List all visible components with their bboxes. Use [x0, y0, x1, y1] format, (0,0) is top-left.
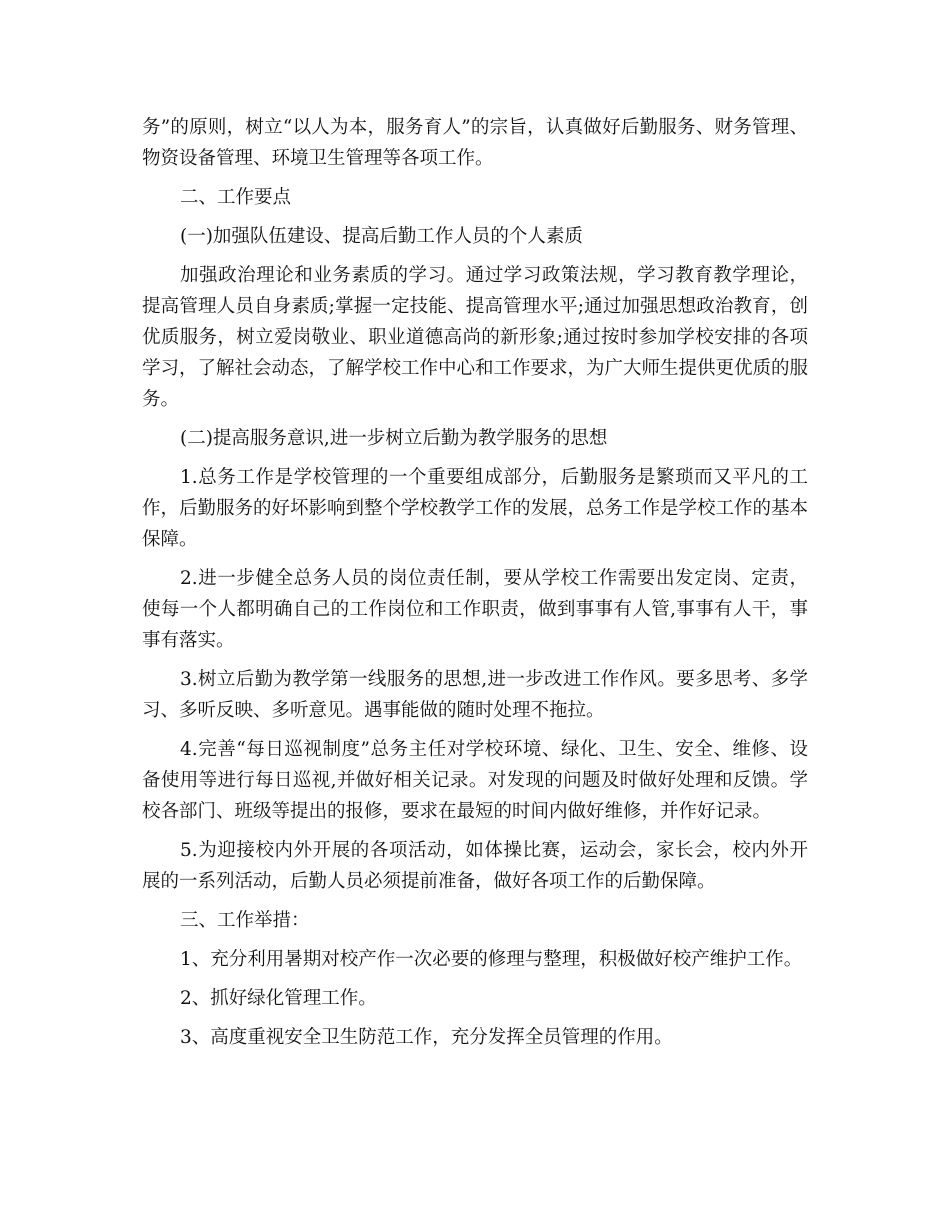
- list-item-5: 5.为迎接校内外开展的各项活动，如体操比赛，运动会，家长会，校内外开展的一系列活动，后勤人员必须提前准备，做好各项工作的后勤保障。: [142, 840, 808, 892]
- subheading-service-awareness: (二)提高服务意识,进一步树立后勤为教学服务的思想: [180, 428, 608, 449]
- list-item-1: 1.总务工作是学校管理的一个重要组成部分，后勤服务是繁琐而又平凡的工作，后勤服务的好坏影响到整个学校教学工作的发展，总务工作是学校工作的基本保障。: [142, 467, 809, 550]
- list-item-4: 4.完善“每日巡视制度”总务主任对学校环境、绿化、卫生、安全、维修、设备使用等进行每日巡视,并做好相关记录。对发现的问题及时做好处理和反馈。学校各部门、班级等提出的报修，要求在最短的时间内做好维修，并作好记录。: [142, 739, 808, 822]
- section-heading-measures: 三、工作举措：: [180, 910, 310, 931]
- section-heading-work-points: 二、工作要点: [180, 187, 292, 208]
- paragraph-continuation: 务”的原则，树立“以人为本，服务育人”的宗旨，认真做好后勤服务、财务管理、物资设备管理、环境卫生管理等各项工作。: [142, 117, 808, 169]
- subheading-team-building: (一)加强队伍建设、提高后勤工作人员的个人素质: [180, 226, 583, 247]
- measure-item-2: 2、抓好绿化管理工作。: [180, 988, 377, 1009]
- measure-item-3: 3、高度重视安全卫生防范工作，充分发挥全员管理的作用。: [180, 1027, 673, 1048]
- list-item-3: 3.树立后勤为教学第一线服务的思想,进一步改进工作作风。要多思考、多学习、多听反映、多听意见。遇事能做的随时处理不拖拉。: [142, 669, 808, 721]
- paragraph-political-study: 加强政治理论和业务素质的学习。通过学习政策法规，学习教育教学理论，提高管理人员自身素质;掌握一定技能、提高管理水平;通过加强思想政治教育，创优质服务，树立爱岗敬业、职业道德高尚的新形象;通过按时参加学校安排的各项学习，了解社会动态，了解学校工作中心和工作要求，为广大师生提供更优质的服务。: [142, 265, 809, 410]
- document-body: [142, 112, 808, 1061]
- measure-item-1: 1、充分利用暑期对校产作一次必要的修理与整理，积极做好校产维护工作。: [180, 949, 803, 970]
- list-item-2: 2.进一步健全总务人员的岗位责任制，要从学校工作需要出发定岗、定责，使每一个人都明确自己的工作岗位和工作职责，做到事事有人管,事事有人干，事事有落实。: [142, 568, 808, 651]
